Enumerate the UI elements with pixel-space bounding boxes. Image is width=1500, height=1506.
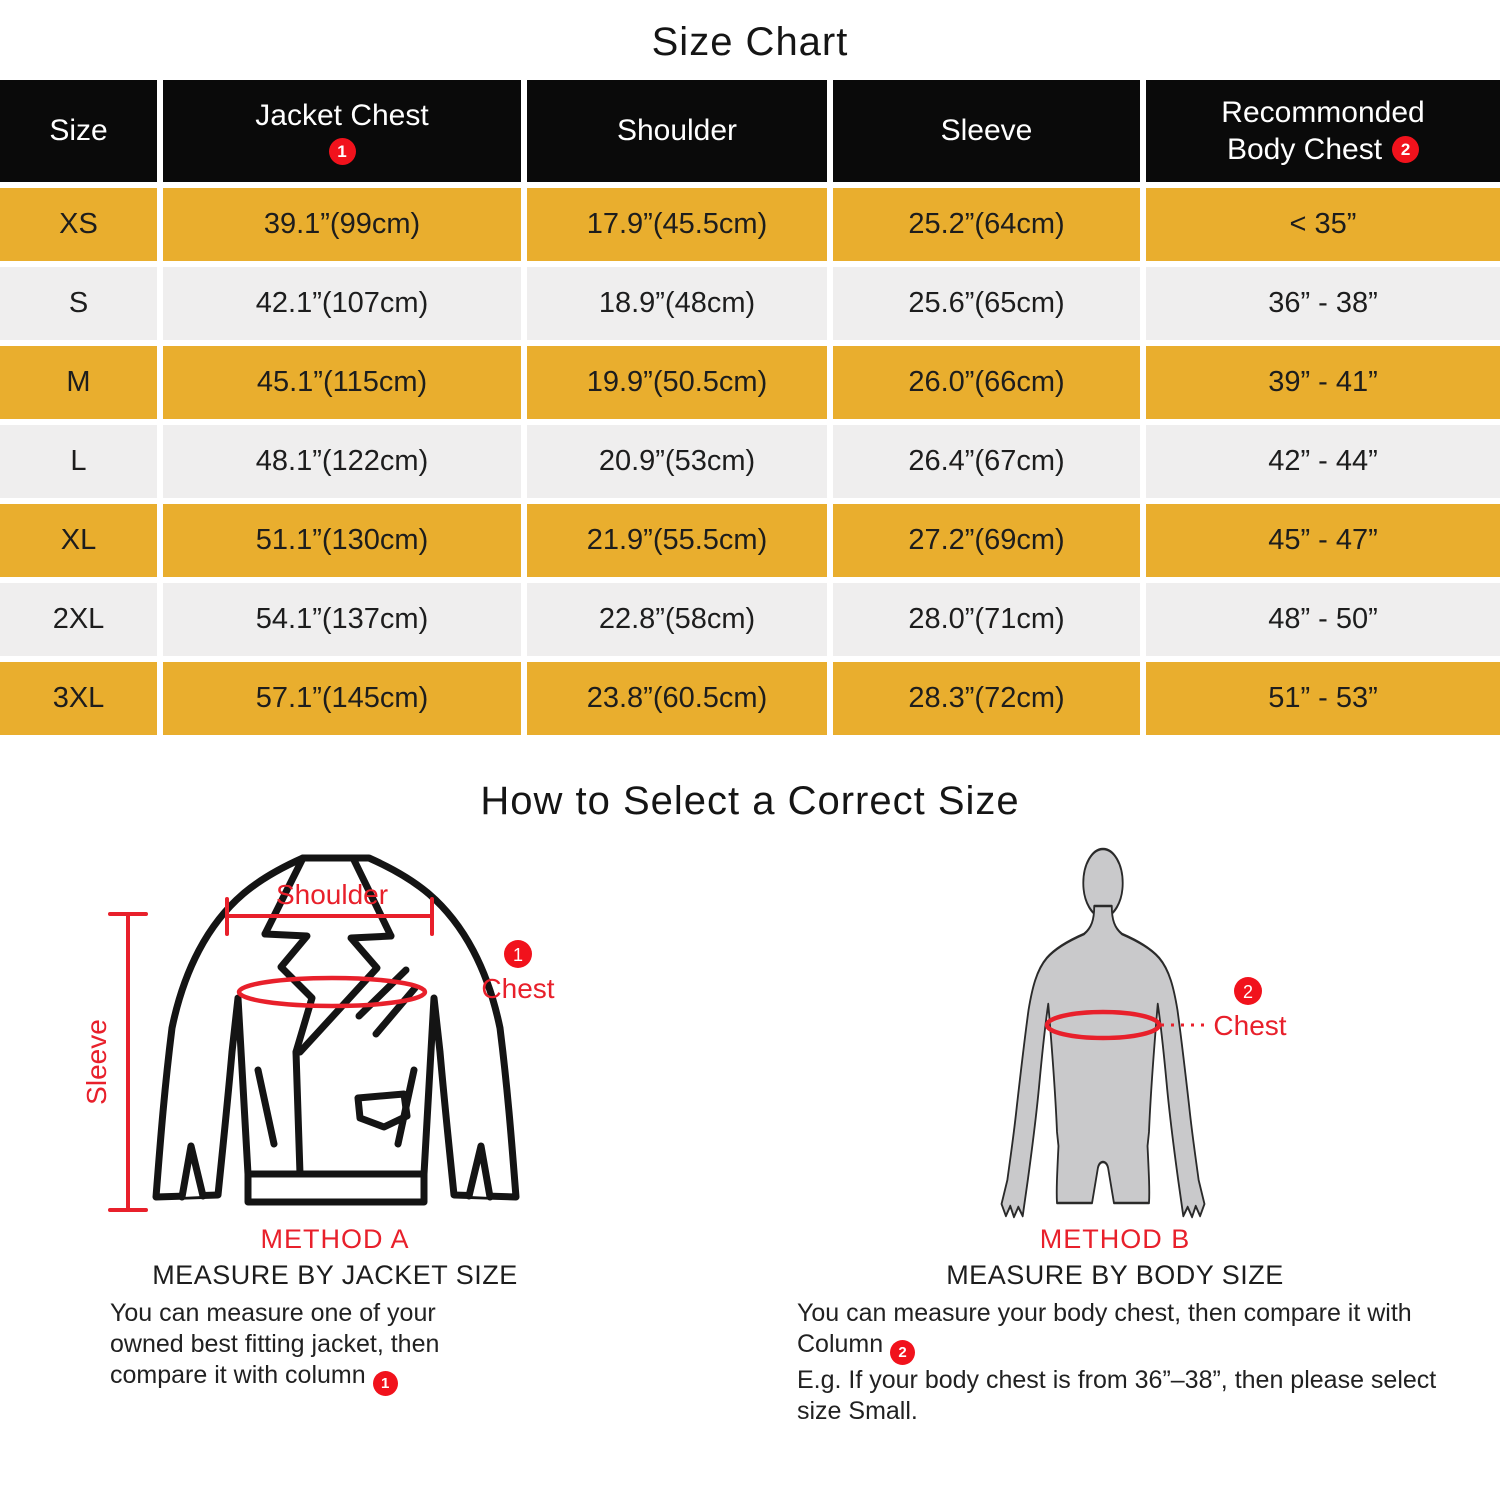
table-row-xl-jacket-chest: 51.1”(130cm) xyxy=(163,504,521,577)
col-header-body-chest xyxy=(1146,80,1500,182)
jacket-chest-badge-number: 1 xyxy=(512,945,524,965)
table-row-s-jacket-chest: 42.1”(107cm) xyxy=(163,267,521,340)
col-header-body-chest-line2-wrap xyxy=(1227,131,1419,169)
body-chest-annotation-label: Chest xyxy=(1213,1010,1287,1041)
table-row-3xl-jacket-chest: 57.1”(145cm) xyxy=(163,662,521,735)
method-b-description-line1: You can measure your body chest, then compare it with Column xyxy=(797,1299,1412,1358)
col-header-body-chest-line2: Body Chest xyxy=(1226,133,1383,166)
table-row-xl-size: XL xyxy=(0,504,157,577)
method-b-title: METHOD B xyxy=(1039,1224,1191,1254)
table-row-xl-body-chest: 45” - 47” xyxy=(1146,504,1500,577)
column-1-badge: 1 xyxy=(329,138,356,165)
table-row-s-body-chest: 36” - 38” xyxy=(1146,267,1500,340)
size-table xyxy=(0,80,1500,735)
table-row-m-jacket-chest: 45.1”(115cm) xyxy=(163,346,521,419)
method-a-inline-badge: 1 xyxy=(373,1371,398,1396)
method-a-description-text: You can measure one of your owned best fitting jacket, then compare it with column xyxy=(110,1299,440,1389)
table-row-m-size: M xyxy=(0,346,157,419)
col-header-shoulder xyxy=(527,80,827,182)
table-row-xs-jacket-chest: 39.1”(99cm) xyxy=(163,188,521,261)
col-header-size-label: Size xyxy=(49,114,108,148)
table-row-3xl-body-chest: 51” - 53” xyxy=(1146,662,1500,735)
table-row-xl-sleeve: 27.2”(69cm) xyxy=(833,504,1140,577)
table-row-m-body-chest: 39” - 41” xyxy=(1146,346,1500,419)
table-row-m-shoulder: 19.9”(50.5cm) xyxy=(527,346,827,419)
sleeve-annotation-label: Sleeve xyxy=(81,1019,112,1105)
table-row-3xl-sleeve: 28.3”(72cm) xyxy=(833,662,1140,735)
howto-section-title: How to Select a Correct Size xyxy=(480,779,1020,823)
body-measure-illustration xyxy=(950,846,1450,1221)
col-header-sleeve-label: Sleeve xyxy=(940,114,1033,148)
table-row-xs-sleeve: 25.2”(64cm) xyxy=(833,188,1140,261)
col-header-sleeve xyxy=(833,80,1140,182)
table-row-3xl-shoulder: 23.8”(60.5cm) xyxy=(527,662,827,735)
col-header-body-chest-line1: Recommonded xyxy=(1221,95,1425,129)
table-row-2xl-body-chest: 48” - 50” xyxy=(1146,583,1500,656)
col-header-size xyxy=(0,80,157,182)
page-title: Size Chart xyxy=(651,20,849,64)
col-header-shoulder-label: Shoulder xyxy=(616,114,738,148)
table-row-l-jacket-chest: 48.1”(122cm) xyxy=(163,425,521,498)
method-b-subtitle: MEASURE BY BODY SIZE xyxy=(946,1260,1284,1290)
table-row-xl-shoulder: 21.9”(55.5cm) xyxy=(527,504,827,577)
howto-section xyxy=(0,846,1500,1506)
method-a-description xyxy=(110,1298,505,1396)
table-row-s-size: S xyxy=(0,267,157,340)
body-chest-badge-number: 2 xyxy=(1242,982,1254,1002)
col-header-jacket-chest xyxy=(163,80,521,182)
method-a-title: METHOD A xyxy=(260,1224,410,1254)
method-b-caption xyxy=(890,1224,1340,1291)
table-row-2xl-jacket-chest: 54.1”(137cm) xyxy=(163,583,521,656)
table-row-xs-body-chest: < 35” xyxy=(1146,188,1500,261)
method-a-subtitle: MEASURE BY JACKET SIZE xyxy=(152,1260,518,1290)
jacket-chest-annotation-label: Chest xyxy=(481,973,555,1004)
table-row-s-shoulder: 18.9”(48cm) xyxy=(527,267,827,340)
jacket-measure-illustration xyxy=(60,846,620,1221)
table-row-l-size: L xyxy=(0,425,157,498)
method-b-inline-badge: 2 xyxy=(890,1340,915,1365)
table-row-2xl-shoulder: 22.8”(58cm) xyxy=(527,583,827,656)
shoulder-annotation-label: Shoulder xyxy=(275,879,389,910)
table-row-l-body-chest: 42” - 44” xyxy=(1146,425,1500,498)
table-row-2xl-size: 2XL xyxy=(0,583,157,656)
table-row-2xl-sleeve: 28.0”(71cm) xyxy=(833,583,1140,656)
table-row-l-shoulder: 20.9”(53cm) xyxy=(527,425,827,498)
method-b-description xyxy=(797,1298,1477,1427)
column-2-badge: 2 xyxy=(1392,136,1419,163)
table-row-xs-size: XS xyxy=(0,188,157,261)
table-row-3xl-size: 3XL xyxy=(0,662,157,735)
table-row-m-sleeve: 26.0”(66cm) xyxy=(833,346,1140,419)
col-header-jacket-chest-label: Jacket Chest xyxy=(255,99,429,133)
table-row-l-sleeve: 26.4”(67cm) xyxy=(833,425,1140,498)
method-a-caption xyxy=(110,1224,560,1291)
method-b-description-line2: E.g. If your body chest is from 36”–38”, then please select size Small. xyxy=(797,1366,1437,1425)
body-torso xyxy=(1002,906,1205,1217)
table-row-s-sleeve: 25.6”(65cm) xyxy=(833,267,1140,340)
table-row-xs-shoulder: 17.9”(45.5cm) xyxy=(527,188,827,261)
